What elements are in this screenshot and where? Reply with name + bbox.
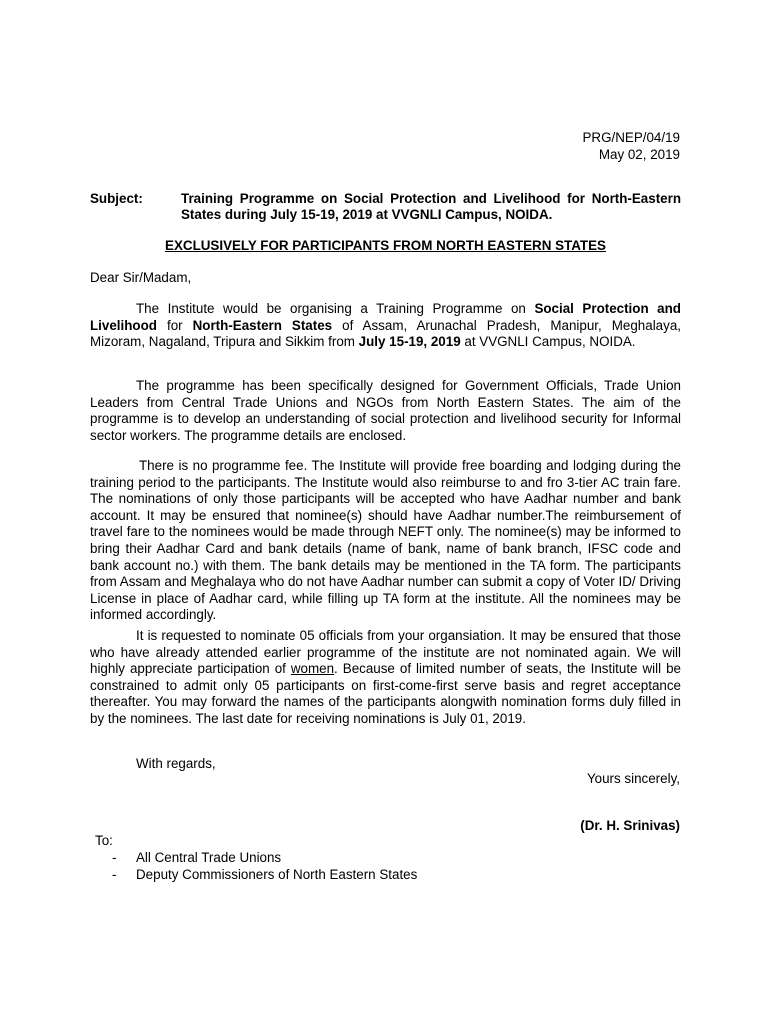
paragraph-1 — [90, 301, 681, 351]
para1-text-1: The Institute would be organising a Training Programme on — [136, 301, 535, 316]
greeting: Dear Sir/Madam, — [90, 270, 192, 285]
para1-text-4: at VVGNLI Campus, NOIDA. — [460, 334, 636, 350]
list-item — [112, 849, 417, 866]
reference-number: PRG/NEP/04/19 — [582, 130, 680, 145]
para3-text: There is no programme fee. The Institute will provide free boarding and lodging during the training period to the participants. The Institute would also reimburse to and fro 3-tier AC train fare. The nominations of only those participants will be accepted who have Aadhar number and bank account. It may be ensured that nominee(s) should have Aadhar number.The reimbursement of travel fare to the nominees would be made through NEFT only. The nominee(s) may be informed to bring their Aadhar Card and bank details (name of bank, name of bank branch, IFSC code and bank account no.) with them. The bank details may be mentioned in the TA form. The participants from Assam and Meghalaya who do not have Aadhar number can submit a copy of Voter ID/ Driving License in place of Aadhar card, while filling up TA form at the institute. All the nominees may be informed accordingly. — [90, 458, 681, 623]
closing-regards: With regards, — [136, 756, 216, 771]
reference-block — [582, 129, 680, 163]
para1-bold-3: July 15-19, 2019 — [358, 334, 461, 350]
paragraph-4 — [90, 628, 681, 728]
recipient-name: All Central Trade Unions — [136, 850, 282, 865]
recipients-list — [112, 849, 417, 883]
recipient-name: Deputy Commissioners of North Eastern States — [136, 867, 418, 882]
para4-text-1: It is requested to nominate 05 officials from your organsiation. It may be ensured that those who have already attended earlier programme of the institute are not nominated again. We will highly appreciate participation of — [90, 628, 681, 677]
para1-text-2: for — [156, 317, 193, 333]
list-dash: - — [112, 850, 117, 865]
para1-bold-1: Social Protection and Livelihood — [90, 301, 681, 333]
para4-underline: women — [290, 661, 335, 677]
para2-text: The programme has been specifically designed for Government Officials, Trade Union Leaders from Central Trade Unions and NGOs from North Eastern States. The aim of the programme is to develop an understanding of social protection and livelihood security for Informal sector workers. The programme details are enclosed. — [90, 378, 681, 443]
closing-yours: Yours sincerely, — [586, 771, 680, 786]
recipients-label: To: — [95, 833, 113, 848]
para1-text-3: of Assam, Arunachal Pradesh, Manipur, Meghalaya, Mizoram, Nagaland, Tripura and Sikkim from — [90, 317, 681, 350]
letter-date: May 02, 2019 — [598, 147, 680, 162]
paragraph-3 — [90, 458, 681, 624]
para1-bold-2: North-Eastern States — [192, 317, 333, 333]
subject-label: Subject: — [90, 191, 143, 206]
list-dash: - — [112, 867, 117, 882]
subject-text: Training Programme on Social Protection and Livelihood for North-Eastern States during July 15-19, 2019 at VVGNLI Campus, NOIDA. — [181, 191, 681, 222]
para4-text-2: . Because of limited number of seats, the Institute will be constrained to admit only 05 participants on first-come-first serve basis and regret acceptance thereafter. You may forward the names of the participants alongwith nomination forms duly filled in by the nominees. The last date for receiving nominations is July 01, 2019. — [90, 661, 681, 726]
subject-line — [90, 191, 681, 223]
paragraph-2 — [90, 378, 681, 444]
signatory: (Dr. H. Srinivas) — [580, 818, 680, 833]
list-item — [112, 866, 417, 883]
exclusive-note: EXCLUSIVELY FOR PARTICIPANTS FROM NORTH EASTERN STATES — [165, 238, 606, 253]
